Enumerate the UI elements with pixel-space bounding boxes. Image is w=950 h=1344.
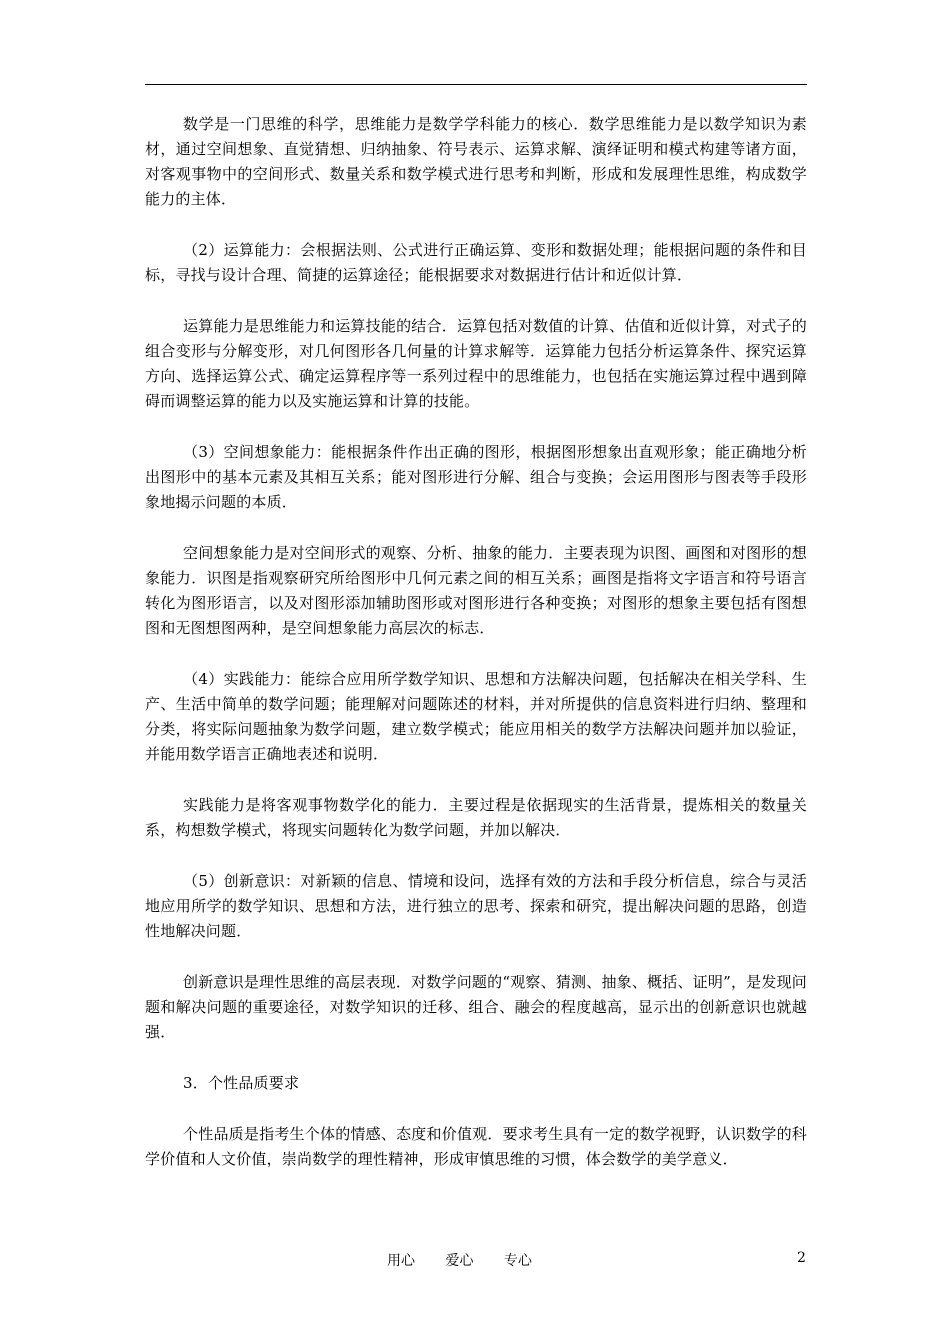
paragraph-spatial-ability: （3）空间想象能力：能根据条件作出正确的图形，根据图形想象出直观形象；能正确地分析出图形中的基本元素及其相互关系；能对图形进行分解、组合与变换；会运用图形与图表等手段形象地揭示问题的本质．: [145, 443, 807, 511]
footer-slogan-word: 专心: [503, 1253, 532, 1269]
paragraph-innovation-ability: （5）创新意识：对新颖的信息、情境和设问，选择有效的方法和手段分析信息，综合与灵活地应用所学的数学知识、思想和方法，进行独立的思考、探索和研究，提出解决问题的思路，创造性地解决问题．: [145, 872, 807, 940]
paragraph-computation-explained: 运算能力是思维能力和运算技能的结合．运算包括对数值的计算、估值和近似计算，对式子的组合变形与分解变形，对几何图形各几何量的计算求解等．运算能力包括分析运算条件、探究运算方向、选择运算公式、确定运算程序等一系列过程中的思维能力，也包括在实施运算过程中遇到障碍而调整运算的能力以及实施运算和计算的技能。: [145, 317, 807, 410]
header-rule: [145, 84, 807, 85]
document-body: [145, 112, 807, 1198]
paragraph-spatial-explained: 空间想象能力是对空间形式的观察、分析、抽象的能力．主要表现为识图、画图和对图形的想象能力．识图是指观察研究所给图形中几何元素之间的相互关系；画图是指将文字语言和符号语言转化为图形语言，以及对图形添加辅助图形或对图形进行各种变换；对图形的想象主要包括有图想图和无图想图两种，是空间想象能力高层次的标志．: [145, 544, 807, 637]
paragraph-intro: 数学是一门思维的科学，思维能力是数学学科能力的核心．数学思维能力是以数学知识为素材，通过空间想象、直觉猜想、归纳抽象、符号表示、运算求解、演绎证明和模式构建等诸方面，对客观事物中的空间形式、数量关系和数学模式进行思考和判断，形成和发展理性思维，构成数学能力的主体．: [145, 115, 807, 208]
paragraph-practical-ability: （4）实践能力：能综合应用所学数学知识、思想和方法解决问题，包括解决在相关学科、生产、生活中简单的数学问题；能理解对问题陈述的材料，并对所提供的信息资料进行归纳、整理和分类，将实际问题抽象为数学问题，建立数学模式；能应用相关的数学方法解决问题并加以验证，并能用数学语言正确地表述和说明．: [145, 670, 807, 763]
paragraph-computation-ability: （2）运算能力：会根据法则、公式进行正确运算、变形和数据处理；能根据问题的条件和目标，寻找与设计合理、简捷的运算途径；能根据要求对数据进行估计和近似计算．: [145, 241, 807, 284]
section-heading-personal-quality: 3．个性品质要求: [183, 1074, 300, 1092]
paragraph-innovation-explained: 创新意识是理性思维的高层表现．对数学问题的“观察、猜测、抽象、概括、证明”，是发现问题和解决问题的重要途径，对数学知识的迁移、组合、融会的程度越高，显示出的创新意识也就越强．: [145, 973, 807, 1041]
footer-slogan: [387, 1250, 558, 1270]
paragraph-personal-quality: 个性品质是指考生个体的情感、态度和价值观．要求考生具有一定的数学视野，认识数学的科学价值和人文价值，崇尚数学的理性精神，形成审慎思维的习惯，体会数学的美学意义．: [145, 1125, 807, 1168]
page-number: 2: [797, 1250, 806, 1266]
paragraph-practical-explained: 实践能力是将客观事物数学化的能力．主要过程是依据现实的生活背景，提炼相关的数量关系，构想数学模式，将现实问题转化为数学问题，并加以解决．: [145, 796, 807, 839]
footer-slogan-word: 爱心: [445, 1253, 474, 1269]
footer-slogan-word: 用心: [387, 1253, 415, 1269]
page-footer: [0, 1250, 950, 1272]
